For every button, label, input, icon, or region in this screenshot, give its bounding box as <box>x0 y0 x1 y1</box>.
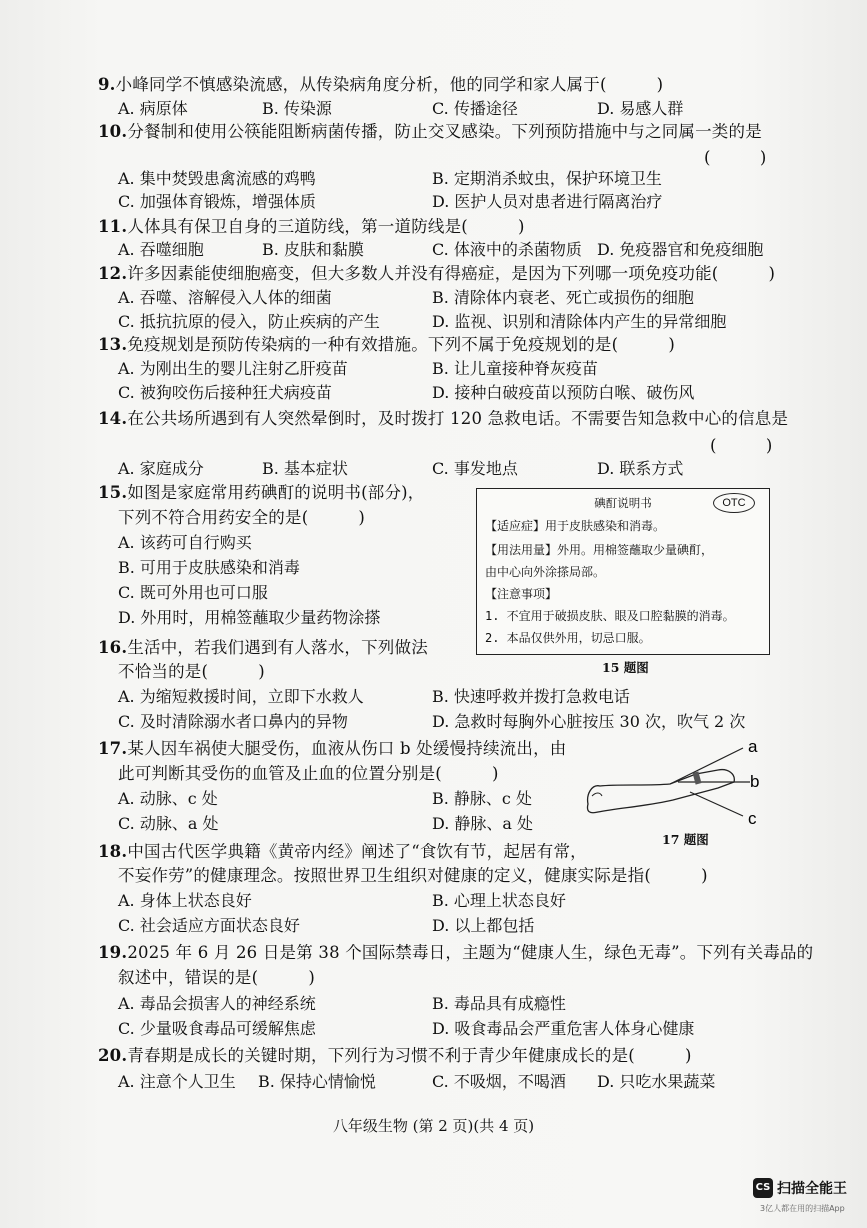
question-20 <box>98 1045 692 1067</box>
option-d: D. 监视、识别和清除体内产生的异常细胞 <box>432 312 727 331</box>
question-stem-line2: 不恰当的是( ) <box>118 662 265 681</box>
figure-17-caption: 17 题图 <box>662 832 709 847</box>
question-stem: 在公共场所遇到有人突然晕倒时，及时拨打 120 急救电话。不需要告知急救中心的信息是 <box>127 409 789 428</box>
question-number: 18. <box>98 842 128 861</box>
option-d: D. 以上都包括 <box>432 916 535 935</box>
option-c: C. 被狗咬伤后接种狂犬病疫苗 <box>118 383 332 402</box>
figure-15-caption: 15 题图 <box>602 660 649 675</box>
label-b: b <box>750 772 760 791</box>
option-d: D. 静脉、a 处 <box>432 814 534 833</box>
option-c: C. 体液中的杀菌物质 <box>432 240 582 259</box>
question-15 <box>98 482 425 504</box>
option-b: B. 毒品具有成瘾性 <box>432 994 566 1013</box>
option-b: B. 静脉、c 处 <box>432 789 532 808</box>
scanner-name: 扫描全能王 <box>777 1181 847 1197</box>
question-stem-line2: 此可判断其受伤的血管及止血的位置分别是( ) <box>118 764 499 783</box>
question-number: 19. <box>98 943 128 962</box>
question-stem: 某人因车祸使大腿受伤，血液从伤口 b 处缓慢持续流出，由 <box>127 739 567 758</box>
question-number: 10. <box>98 122 128 141</box>
question-number: 17. <box>98 739 128 758</box>
option-a: A. 为缩短救援时间，立即下水救人 <box>118 687 364 706</box>
question-stem-line2: 下列不符合用药安全的是( ) <box>118 508 366 527</box>
question-stem: 青春期是成长的关键时期，下列行为习惯不利于青少年健康成长的是( ) <box>127 1046 692 1065</box>
option-a: A. 该药可自行购买 <box>118 533 252 552</box>
question-18 <box>98 841 587 863</box>
question-stem-line2: 叙述中，错误的是( ) <box>118 968 315 987</box>
option-c: C. 社会适应方面状态良好 <box>118 916 300 935</box>
page-footer: 八年级生物 (第 2 页)(共 4 页) <box>332 1117 535 1135</box>
option-b: B. 可用于皮肤感染和消毒 <box>118 558 300 577</box>
option-c: C. 动脉、a 处 <box>118 814 219 833</box>
option-c: C. 抵抗抗原的侵入，防止疾病的产生 <box>118 312 380 331</box>
option-d: D. 接种白破疫苗以预防白喉、破伤风 <box>432 383 695 402</box>
question-13 <box>98 334 675 356</box>
label-a: a <box>748 737 758 756</box>
option-a: A. 注意个人卫生 <box>118 1072 236 1091</box>
option-a: A. 吞噬、溶解侵入人体的细菌 <box>118 288 332 307</box>
option-a: A. 为刚出生的婴儿注射乙肝疫苗 <box>118 359 348 378</box>
question-stem: 2025 年 6 月 26 日是第 38 个国际禁毒日，主题为“健康人生，绿色无毒”。下列有关毒品的 <box>127 943 814 962</box>
question-12 <box>98 263 775 285</box>
option-b: B. 皮肤和黏膜 <box>262 240 364 259</box>
otc-badge: OTC <box>713 493 755 513</box>
option-d: D. 吸食毒品会严重危害人体身心健康 <box>432 1019 695 1038</box>
answer-paren: ( ) <box>710 436 773 455</box>
question-number: 12. <box>98 264 128 283</box>
question-number: 11. <box>98 217 128 236</box>
question-11 <box>98 216 525 238</box>
option-a: A. 家庭成分 <box>118 459 204 478</box>
option-c: C. 加强体育锻炼，增强体质 <box>118 192 316 211</box>
option-b: B. 快速呼救并拨打急救电话 <box>432 687 630 706</box>
instruction-line: 由中心向外涂搽局部。 <box>485 565 606 579</box>
question-stem: 免疫规划是预防传染病的一种有效措施。下列不属于免疫规划的是( ) <box>127 335 675 354</box>
leg-injury-figure <box>578 734 768 834</box>
option-b: B. 基本症状 <box>262 459 348 478</box>
question-number: 14. <box>98 409 128 428</box>
question-number: 13. <box>98 335 128 354</box>
scanner-watermark <box>753 1178 847 1198</box>
option-d: D. 医护人员对患者进行隔离治疗 <box>432 192 663 211</box>
question-stem: 如图是家庭常用药碘酊的说明书(部分)， <box>127 483 425 502</box>
option-c: C. 既可外用也可口服 <box>118 583 268 602</box>
option-a: A. 身体上状态良好 <box>118 891 252 910</box>
option-a: A. 集中焚毁患禽流感的鸡鸭 <box>118 169 316 188</box>
scanner-tagline: 3亿人都在用的扫描App <box>760 1204 845 1213</box>
instruction-line: 【适应症】用于皮肤感染和消毒。 <box>485 519 666 533</box>
option-b: B. 心理上状态良好 <box>432 891 566 910</box>
label-c: c <box>748 809 757 828</box>
instruction-line: 1. 不宜用于破损皮肤、眼及口腔黏膜的消毒。 <box>485 609 735 623</box>
option-a: A. 毒品会损害人的神经系统 <box>118 994 316 1013</box>
question-stem-line2: 不妄作劳”的健康理念。按照世界卫生组织对健康的定义，健康实际是指( ) <box>118 866 708 885</box>
option-c: C. 事发地点 <box>432 459 518 478</box>
option-b: B. 清除体内衰老、死亡或损伤的细胞 <box>432 288 694 307</box>
option-d: D. 易感人群 <box>597 99 684 118</box>
option-d: D. 急救时每胸外心脏按压 30 次，吹气 2 次 <box>432 712 746 731</box>
question-stem: 人体具有保卫自身的三道防线，第一道防线是( ) <box>127 217 525 236</box>
option-a: A. 吞噬细胞 <box>118 240 204 259</box>
option-b: B. 保持心情愉悦 <box>258 1072 376 1091</box>
option-a: A. 病原体 <box>118 99 188 118</box>
scanner-logo-icon: CS <box>753 1178 773 1198</box>
option-b: B. 让儿童接种脊灰疫苗 <box>432 359 598 378</box>
option-d: D. 免疫器官和免疫细胞 <box>597 240 764 259</box>
answer-paren: ( ) <box>704 148 767 167</box>
question-stem: 分餐制和使用公筷能阻断病菌传播，防止交叉感染。下列预防措施中与之同属一类的是 <box>127 122 762 141</box>
question-number: 9. <box>98 75 116 94</box>
option-a: A. 动脉、c 处 <box>118 789 218 808</box>
question-number: 15. <box>98 483 128 502</box>
option-c: C. 不吸烟，不喝酒 <box>432 1072 566 1091</box>
option-c: C. 传播途径 <box>432 99 518 118</box>
question-number: 16. <box>98 638 128 657</box>
instruction-line: 2. 本品仅供外用，切忌口服。 <box>485 631 651 645</box>
medicine-instructions-figure <box>476 488 770 655</box>
option-d: D. 联系方式 <box>597 459 684 478</box>
question-14 <box>98 408 788 430</box>
question-16 <box>98 637 428 659</box>
option-c: C. 少量吸食毒品可缓解焦虑 <box>118 1019 316 1038</box>
option-c: C. 及时清除溺水者口鼻内的异物 <box>118 712 348 731</box>
option-d: D. 只吃水果蔬菜 <box>597 1072 716 1091</box>
question-10 <box>98 121 762 143</box>
instruction-line: 【注意事项】 <box>485 587 558 601</box>
question-17 <box>98 738 566 760</box>
question-number: 20. <box>98 1046 128 1065</box>
option-d: D. 外用时，用棉签蘸取少量药物涂搽 <box>118 608 381 627</box>
question-stem: 许多因素能使细胞癌变，但大多数人并没有得癌症，是因为下列哪一项免疫功能( ) <box>127 264 776 283</box>
question-19 <box>98 942 813 964</box>
question-stem: 中国古代医学典籍《黄帝内经》阐述了“食饮有节，起居有常， <box>127 842 587 861</box>
question-stem: 生活中，若我们遇到有人落水，下列做法 <box>127 638 428 657</box>
question-9 <box>98 74 663 96</box>
question-stem: 小峰同学不慎感染流感，从传染病角度分析，他的同学和家人属于( ) <box>115 75 664 94</box>
figure-title: 碘酊说明书 <box>594 496 652 510</box>
option-b: B. 传染源 <box>262 99 332 118</box>
instruction-line: 【用法用量】外用。用棉签蘸取少量碘酊， <box>485 543 714 557</box>
option-b: B. 定期消杀蚊虫，保护环境卫生 <box>432 169 662 188</box>
